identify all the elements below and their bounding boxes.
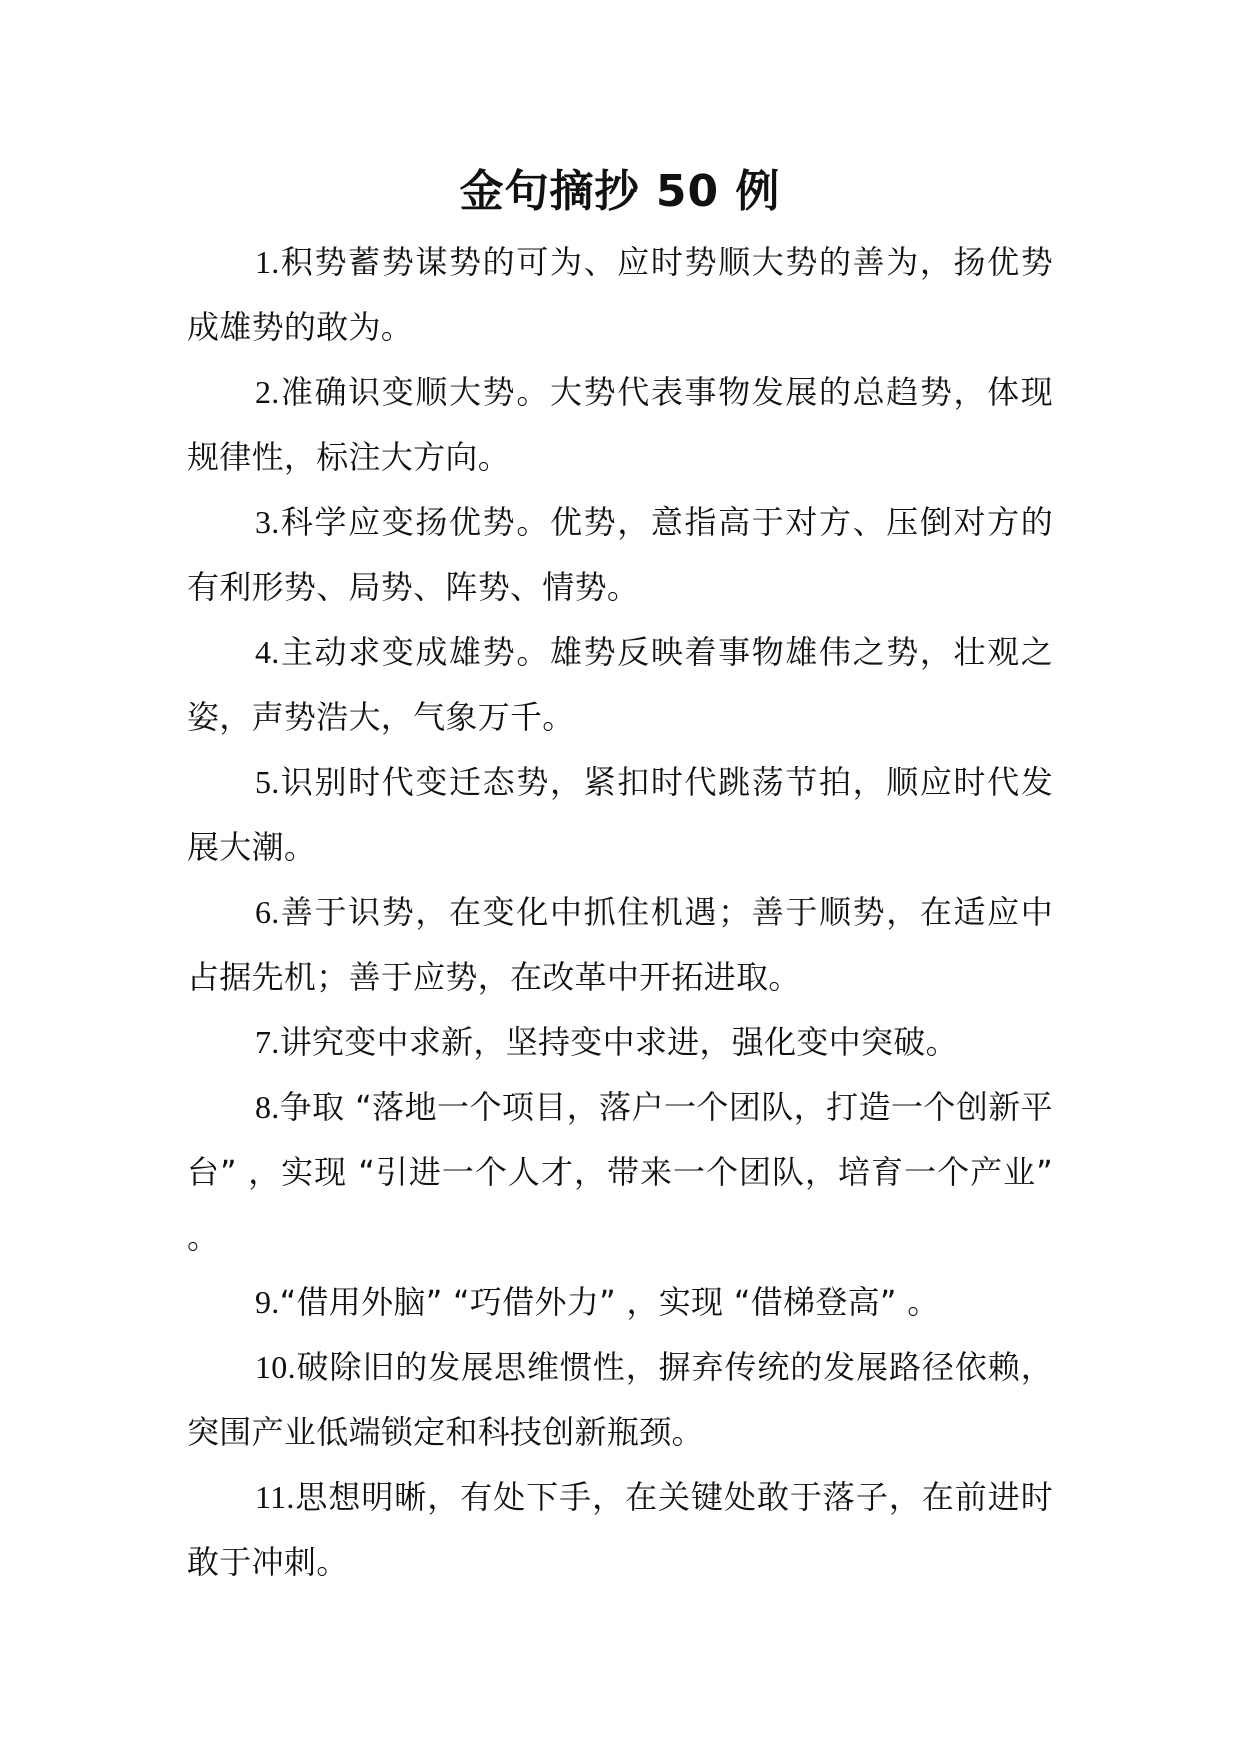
item-text: “借用外脑” “巧借外力” ，实现 “借梯登高” 。 (279, 1283, 940, 1321)
list-item (187, 880, 1053, 1010)
list-item (187, 1075, 1053, 1270)
item-text: 科学应变扬优势。优势，意指高于对方、压倒对方的有利形势、局势、阵势、情势。 (187, 503, 1053, 606)
item-text: 识别时代变迁态势，紧扣时代跳荡节拍，顺应时代发展大潮。 (187, 763, 1053, 866)
list-item (187, 1465, 1053, 1595)
item-number: 9. (255, 1284, 280, 1320)
item-text: 思想明晰，有处下手，在关键处敢于落子，在前进时敢于冲刺。 (187, 1478, 1053, 1581)
list-item (187, 1010, 1053, 1075)
list-item (187, 750, 1053, 880)
list-item (187, 1335, 1053, 1465)
item-number: 6. (255, 894, 280, 930)
list-item (187, 360, 1053, 490)
list-item (187, 1270, 1053, 1335)
list-item (187, 490, 1053, 620)
list-item (187, 620, 1053, 750)
page-title: 金句摘抄 50 例 (459, 166, 781, 217)
list-item (187, 230, 1053, 360)
item-number: 1. (255, 244, 280, 280)
item-number: 4. (255, 634, 280, 670)
item-text: 积势蓄势谋势的可为、应时势顺大势的善为，扬优势成雄势的敢为。 (187, 243, 1053, 346)
item-number: 10. (255, 1349, 296, 1385)
item-number: 11. (255, 1479, 295, 1515)
item-number: 8. (255, 1089, 280, 1125)
item-text: 主动求变成雄势。雄势反映着事物雄伟之势，壮观之姿，声势浩大，气象万千。 (187, 633, 1053, 736)
item-number: 3. (255, 504, 280, 540)
item-text: 准确识变顺大势。大势代表事物发展的总趋势，体现规律性，标注大方向。 (187, 373, 1053, 476)
item-number: 2. (255, 374, 280, 410)
quote-list (187, 230, 1053, 1595)
item-text: 善于识势，在变化中抓住机遇；善于顺势，在适应中占据先机；善于应势，在改革中开拓进取。 (187, 893, 1053, 996)
item-text: 破除旧的发展思维惯性，摒弃传统的发展路径依赖，突围产业低端锁定和科技创新瓶颈。 (187, 1348, 1053, 1451)
item-number: 5. (255, 764, 280, 800)
item-number: 7. (255, 1024, 280, 1060)
item-text: 争取 “落地一个项目，落户一个团队，打造一个创新平台” ，实现 “引进一个人才，带来一个团队，培育一个产业” 。 (187, 1088, 1053, 1256)
item-text: 讲究变中求新，坚持变中求进，强化变中突破。 (279, 1023, 958, 1061)
